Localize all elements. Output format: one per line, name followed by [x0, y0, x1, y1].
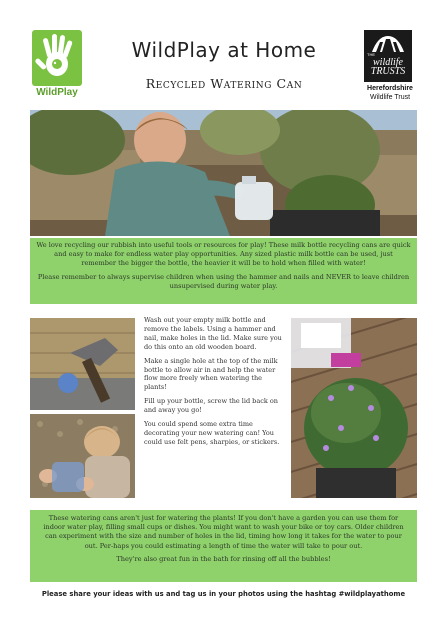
- badger-logo-icon: [364, 30, 412, 82]
- logo-the-text: THE: [367, 52, 375, 57]
- footer-hashtag-note: Please share your ideas with us and tag us in your photos using the hashtag #wildplayathome: [41, 590, 406, 598]
- intro-paragraph-1: We love recycling our rubbish into useful tools or resources for play! These milk bottle recycling cans are quick and easy to make for endless water play opportunities. Any sized plastic milk bottle can be used, just remember the bigger the bottle, the heavier it will be to hold when filled with water!: [36, 241, 411, 268]
- wildlife-trust-logo: [360, 30, 420, 108]
- photo-child-decorating: [30, 414, 135, 498]
- outro-panel: [30, 510, 417, 582]
- photo-plant-on-decking: [291, 318, 417, 498]
- outro-paragraph-1: These watering cans aren't just for watering the plants! If you don't have a garden you can use them for indoor water play, filling small cups or dishes. You might want to wash your bike or toy cars. Older children can experiment with the size and number of holes in the lid, timing how long it takes for the water to pour out. Per-haps you could estimating a length of time the water will take to pour out.: [43, 514, 404, 550]
- wildplay-logo: [30, 30, 84, 102]
- step-3: Fill up your bottle, screw the lid back on and away you go!: [144, 397, 278, 415]
- intro-panel: [30, 238, 417, 304]
- page-title: WildPlay at Home: [131, 38, 317, 62]
- hero-photo-child-watering: [30, 110, 417, 236]
- page-subtitle: Recycled Watering Can: [145, 76, 303, 91]
- instructions: [144, 316, 284, 452]
- photo-hammer-lid: [30, 318, 135, 410]
- step-2: Make a single hole at the top of the milk bottle to allow air in and help the water flow more freely when watering the plants!: [144, 356, 278, 392]
- handprint-logo-icon: [32, 30, 82, 86]
- wildlife-trust-text: Wildlife Trust: [369, 94, 411, 101]
- step-4: You could spend some extra time decorating your new watering can! You could use felt pens, sharpies, or stickers.: [144, 420, 280, 446]
- outro-paragraph-2: They're also great fun in the bath for rinsing off all the bubbles!: [116, 554, 331, 563]
- herefordshire-text: Herefordshire: [367, 85, 413, 92]
- step-1: Wash out your empty milk bottle and remove the labels. Using a hammer and nail, make holes in the lid. Make sure you do this onto an old wooden board.: [144, 316, 282, 351]
- intro-paragraph-2: Please remember to always supervise children when using the hammer and nails and NEVER to leave children unsupervised during water play.: [37, 272, 410, 290]
- logo-wildlife-trusts-text: wildlife TRUSTS: [370, 57, 406, 77]
- wildplay-logo-text: WildPlay: [36, 87, 78, 98]
